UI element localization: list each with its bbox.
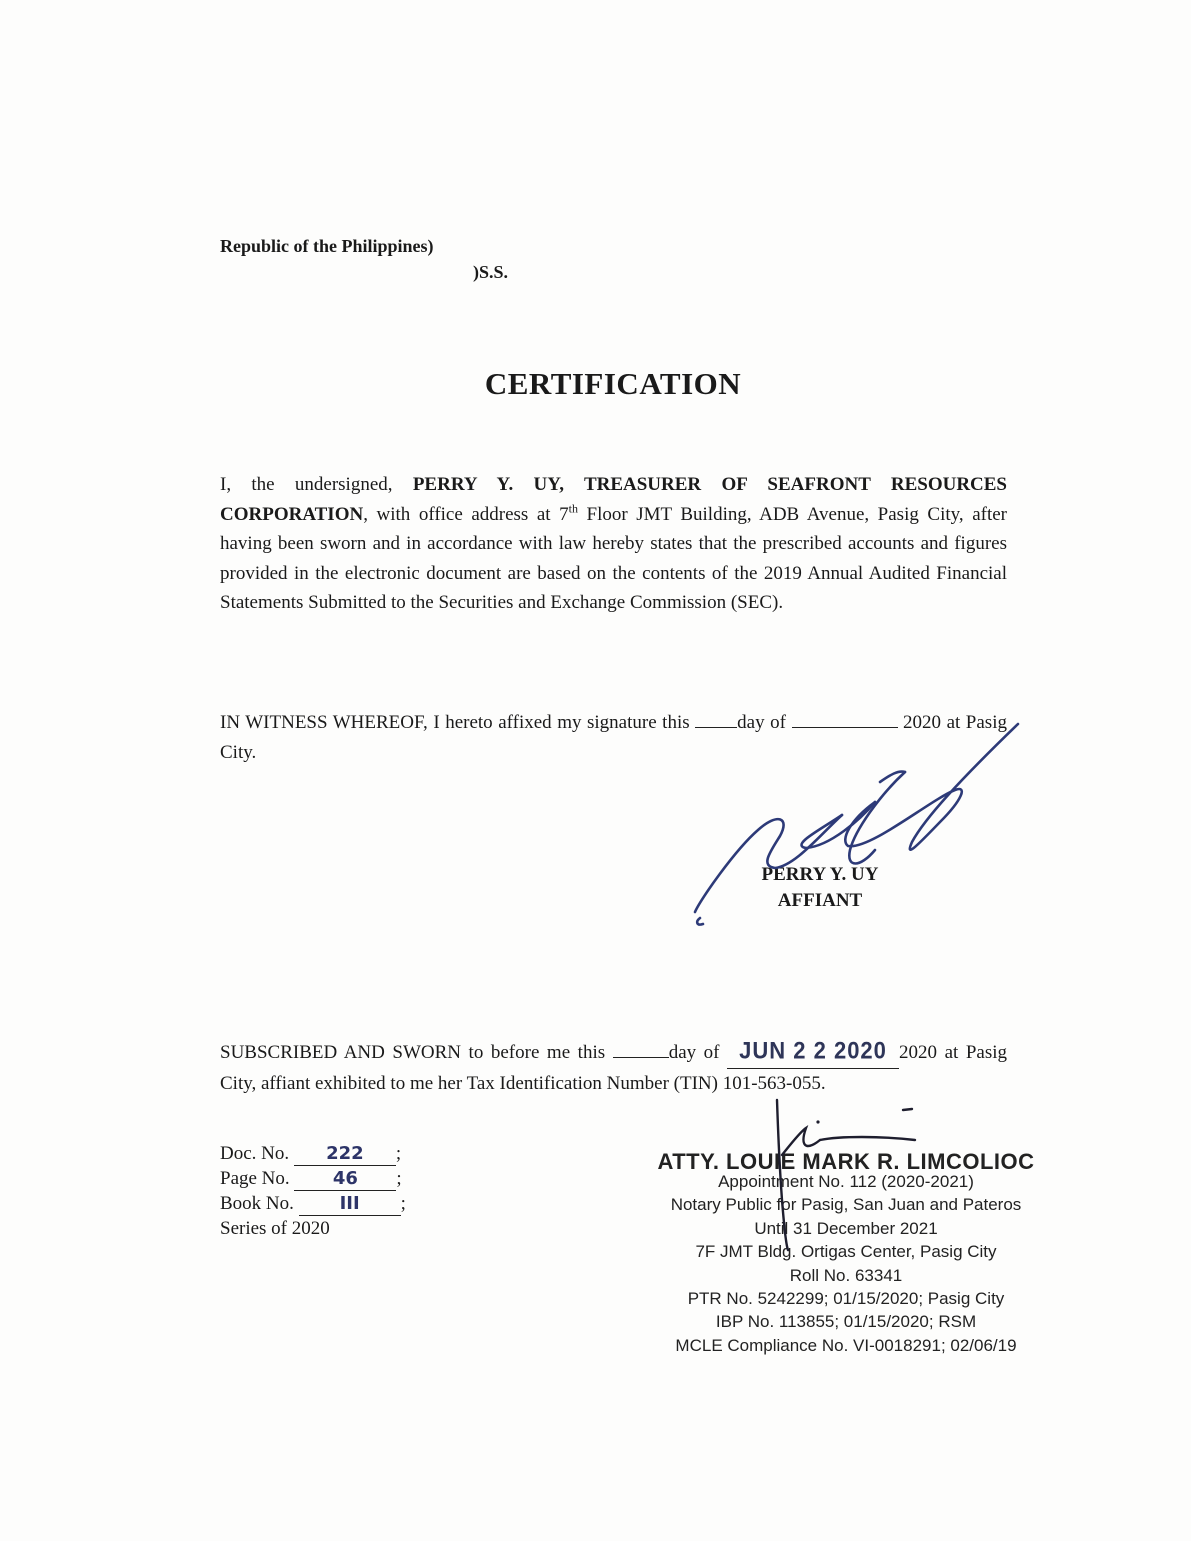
doc-no-value: 222 (294, 1143, 396, 1166)
month-blank (792, 709, 898, 728)
venue-country: Republic of the Philippines) (220, 236, 434, 256)
document-title: CERTIFICATION (484, 366, 742, 401)
jurat-paragraph: SUBSCRIBED AND SWORN to before me this day of JUN 2 2 2020 2020 at Pasig City, affiant exhibited to me her Tax Identification Number (TIN) 101-563-055. (220, 1036, 1007, 1094)
book-no-row: Book No. III ; (220, 1193, 406, 1214)
notary-line: Until 31 December 2021 (754, 1218, 938, 1238)
notary-line: 7F JMT Bldg. Ortigas Center, Pasig City (695, 1242, 997, 1262)
notary-line: Notary Public for Pasig, San Juan and Pateros (670, 1195, 1022, 1215)
notary-name: ATTY. LOUIE MARK R. LIMCOLIOC (657, 1149, 1035, 1174)
affiant-name: PERRY Y. UY (761, 864, 879, 885)
page-no-row: Page No. 46 ; (220, 1168, 402, 1189)
certification-paragraph: I, the undersigned, PERRY Y. UY, TREASURER OF SEAFRONT RESOURCES CORPORATION, with office address at 7th Floor JMT Building, ADB Avenue, Pasig City, after having been sworn and in accordance with law hereby states that the prescribed accounts and figures provided in the electronic document are based on the contents of the 2019 Annual Audited Financial Statements Submitted to the Securities and Exchange Commission (SEC). (220, 474, 1007, 613)
notary-line: Appointment No. 112 (2020-2021) (718, 1172, 974, 1191)
page-no-value: 46 (294, 1168, 396, 1191)
notary-line: PTR No. 5242299; 01/15/2020; Pasig City (687, 1289, 1005, 1309)
day-blank (695, 709, 737, 728)
witness-paragraph: IN WITNESS WHEREOF, I hereto affixed my signature this day of 2020 at Pasig City. (220, 708, 1007, 767)
doc-no-row: Doc. No. 222 ; (220, 1143, 402, 1164)
notarial-register (220, 1141, 406, 1241)
series-row: Series of 2020 (220, 1218, 330, 1239)
notary-line: IBP No. 113855; 01/15/2020; RSM (715, 1312, 977, 1332)
affiant-block (735, 862, 905, 914)
book-no-value: III (299, 1193, 401, 1216)
notary-line: Roll No. 63341 (789, 1265, 903, 1285)
affiant-designation: PERRY Y. UY, TREASURER OF SEAFRONT RESOURCES CORPORATION (220, 474, 1007, 525)
notary-line: MCLE Compliance No. VI-0018291; 02/06/19 (675, 1335, 1017, 1355)
notary-stamp (620, 1150, 1072, 1357)
affiant-role: AFFIANT (777, 890, 863, 911)
jurat-date-stamp: JUN 2 2 2020 (727, 1036, 899, 1069)
jurat-day-blank (613, 1039, 669, 1058)
venue-ss: )S.S. (473, 262, 509, 282)
